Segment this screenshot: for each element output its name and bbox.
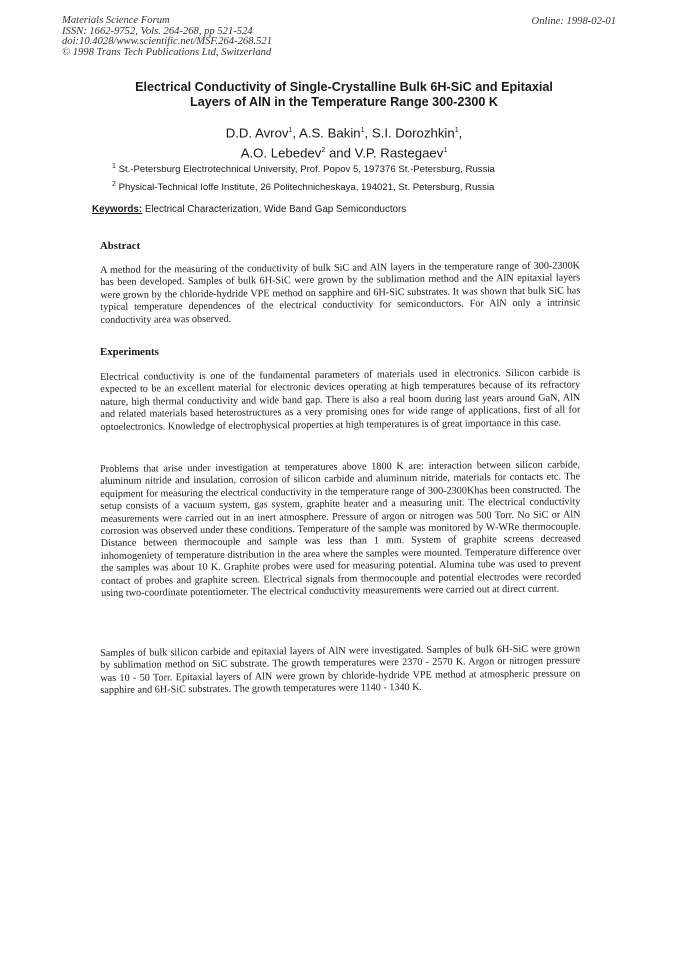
author-sep: , (364, 125, 369, 141)
affiliation-sup: 2 (112, 181, 116, 188)
paper-title (70, 80, 618, 110)
affiliation-text: St.-Petersburg Electrotechnical University, Prof. Popov 5, 197376 St.-Petersburg, Russia (118, 164, 495, 176)
author-name: S.I. Dorozhkin (371, 125, 455, 141)
keywords (92, 204, 612, 215)
author-name: A.O. Lebedev (240, 145, 322, 161)
author-name: D.D. Avrov (225, 125, 289, 141)
online-date: Online: 1998-02-01 (531, 16, 616, 27)
title-line-2: Layers of AlN in the Temperature Range 300-2300 K (190, 95, 498, 109)
experiments-heading: Experiments (100, 346, 159, 358)
author-affil-sup: 1 (288, 127, 293, 134)
author-affil-sup: 1 (360, 127, 365, 134)
author-name: V.P. Rastegaev (354, 145, 444, 161)
doi-link[interactable]: doi:10.4028/www.scientific.net/MSF.264-268.521 (62, 36, 272, 48)
title-line-1: Electrical Conductivity of Single-Crystalline Bulk 6H-SiC and Epitaxial (135, 80, 553, 94)
author-and: and (328, 145, 351, 161)
copyright-line: © 1998 Trans Tech Publications Ltd, Switzerland (62, 46, 272, 58)
affiliation-text: Physical-Technical Ioffe Institute, 26 Politechnicheskaya, 194021, St. Petersburg, Russia (118, 182, 495, 194)
author-affil-sup: 2 (321, 147, 326, 155)
author-line-1 (70, 122, 618, 142)
keywords-label: Keywords: (92, 204, 143, 215)
author-line-2 (70, 142, 618, 162)
journal-header (62, 16, 272, 58)
abstract-text: A method for the measuring of the conductivity of bulk SiC and AlN layers in the temperature range of 300-2300K has been developed. Samples of bulk 6H-SiC were grown by the sublimation method and the AlN epitaxial layers were grown by the chloride-hydride VPE method on sapphire and 6H-SiC substrates. It was shown that bulk SiC has typical temperature dependences of the electrical conductivity for semiconductors. For AlN only a intrinsic conductivity area was observed. (100, 260, 581, 326)
keywords-text: Electrical Characterization, Wide Band Gap Semiconductors (144, 204, 407, 215)
abstract-heading: Abstract (100, 240, 141, 252)
experiments-paragraph-2: Problems that arise under investigation at temperatures above 1800 K are: interaction between silicon carbide, aluminum nitride and insulation, corrosion of silicon carbide and aluminum nitride, materials for contacts etc. The equipment for measuring the electrical conductivity in the temperature range of 300-2300Khas been constructed. The setup consists of a vacuum system, gas system, graphite heater and a measuring unit. The electrical conductivity measurements were carried out in an inert atmosphere. Pressure of argon or nitrogen was 500 Torr. No SiC or AlN corrosion was observed under these conditions. Temperature of the sample was monitored by W-WRe thermocouple. Distance between thermocouple and sample was less than 1 mm. System of graphite screens decreased inhomogeniety of temperature distribution in the area where the samples were mounted. Temperature difference over the samples was about 10 K. Graphite probes were used for measuring potential. Alumina tube was used to prevent contact of probes and graphite screen. Electrical signals from thermocouple and potential electrodes were recorded using two-coordinate potentiometer. The electrical conductivity measurements were carried out at direct current. (100, 459, 582, 600)
journal-name: Materials Science Forum (62, 15, 170, 26)
author-sep: , (458, 125, 463, 141)
author-name: A.S. Bakin (299, 125, 361, 141)
issn-line: ISSN: 1662-9752, Vols. 264-268, pp 521-524 (62, 25, 253, 37)
affiliation-1 (112, 161, 632, 176)
author-list (70, 122, 618, 163)
experiments-paragraph-1: Electrical conductivity is one of the fundamental parameters of materials used in electronics. Silicon carbide is expected to be an excellent material for electronic devices operating at high temperatures because of its refractory nature, high thermal conductivity and wide band gap. There is also a real boom during last years around GaN, AlN and related materials based heterostructures as a very promising ones for wide range of applications, first of all for optoelectronics. Knowledge of electrophysical properties at high temperatures is of great importance in this case. (100, 367, 581, 433)
author-sep: , (292, 125, 297, 141)
author-affil-sup: 1 (454, 127, 459, 134)
author-affil-sup: 1 (443, 147, 448, 155)
experiments-paragraph-3: Samples of bulk silicon carbide and epitaxial layers of AlN were investigated. Samples of bulk 6H-SiC were grown by sublimation method on SiC substrate. The growth temperatures were 2370 - 2570 K. Argon or nitrogen pressure was 10 - 50 Torr. Epitaxial layers of AlN were grown by chloride-hydride VPE method at atmospheric pressure on sapphire and 6H-SiC substrates. The growth temperatures were 1140 - 1340 K. (100, 643, 581, 697)
affiliation-2 (112, 179, 632, 194)
affiliation-sup: 1 (112, 163, 116, 170)
